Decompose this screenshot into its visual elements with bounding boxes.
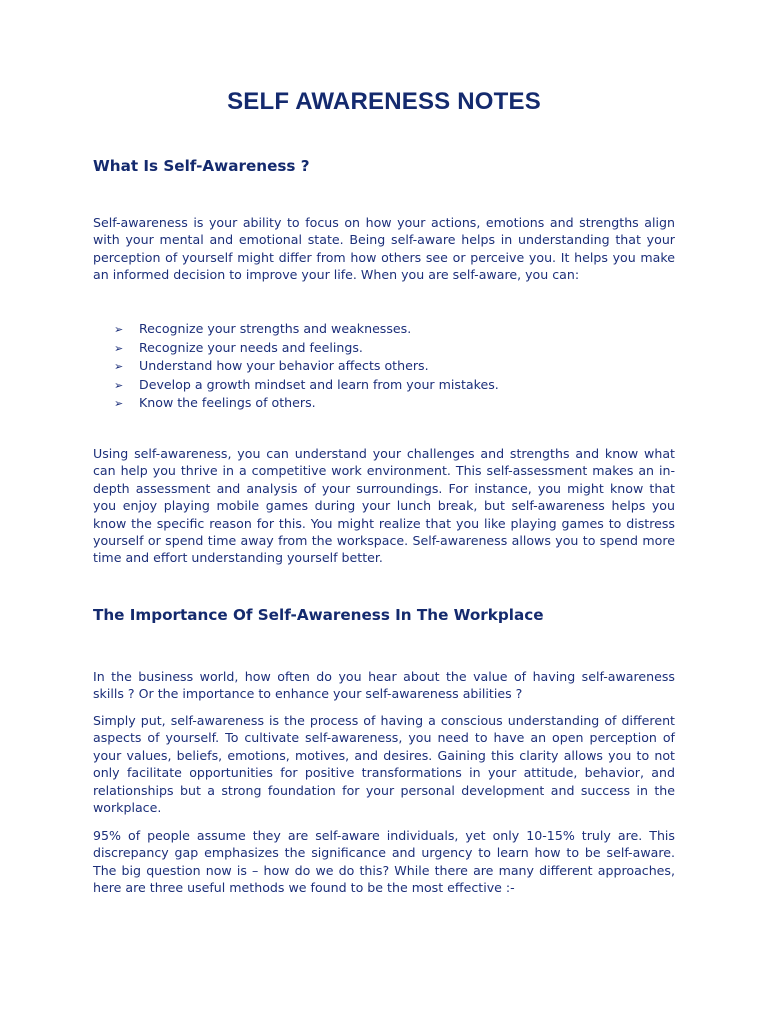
list-item-text: Understand how your behavior affects others. [139,358,429,373]
bullet-list [114,320,499,413]
statistics-paragraph: 95% of people assume they are self-aware individuals, yet only 10-15% truly are. This discrepancy gap emphasizes the significance and urgency to learn how to be self-aware. The big question now is – how do we do this? While there are many different approaches, here are three useful methods we found to be the most effective :- [93,828,675,896]
arrowhead-bullet-icon: ➢ [114,397,124,410]
section-heading-what-is: What Is Self-Awareness ? [93,157,310,175]
list-item [114,320,499,339]
list-item-text: Recognize your strengths and weaknesses. [139,321,412,336]
list-item-text: Recognize your needs and feelings. [139,339,363,355]
intro-paragraph: Self-awareness is your ability to focus on how your actions, emotions and strengths align with your mental and emotional state. Being self-aware helps in understanding that your perception of yourself might differ from how others see or perceive you. It helps you make an informed decision to improve your life. When you are self-aware, you can: [93,215,675,283]
definition-paragraph: Simply put, self-awareness is the process of having a conscious understanding of different aspects of yourself. To cultivate self-awareness, you need to have an open perception of your values, beliefs, emotions, motives, and desires. Gaining this clarity allows you to not only facilitate opportunities for positive transformations in your attitude, behavior, and relationships but a strong foundation for your personal development and success in the workplace. [93,713,675,816]
list-item [114,357,499,376]
list-item-text: Develop a growth mindset and learn from your mistakes. [139,376,499,392]
business-world-paragraph: In the business world, how often do you hear about the value of having self-awareness skills ? Or the importance to enhance your self-awareness abilities ? [93,669,675,702]
list-item [114,339,499,358]
page-title: SELF AWARENESS NOTES [227,88,541,115]
self-awareness-usage-paragraph: Using self-awareness, you can understand your challenges and strengths and know what can help you thrive in a competitive work environment. This self-assessment makes an in-depth assessment and analysis of your surroundings. For instance, you might know that you enjoy playing mobile games during your lunch break, but self-awareness helps you know the specific reason for this. You might realize that you like playing games to distress yourself or spend time away from the workspace. Self-awareness allows you to spend more time and effort understanding yourself better. [93,446,675,566]
arrowhead-bullet-icon: ➢ [114,378,124,392]
list-item-text: Know the feelings of others. [139,395,316,410]
arrowhead-bullet-icon: ➢ [114,323,124,336]
list-item [114,394,499,413]
arrowhead-bullet-icon: ➢ [114,360,124,373]
arrowhead-bullet-icon: ➢ [114,341,124,355]
list-item [114,376,499,395]
section-heading-workplace: The Importance Of Self-Awareness In The Workplace [93,606,544,624]
